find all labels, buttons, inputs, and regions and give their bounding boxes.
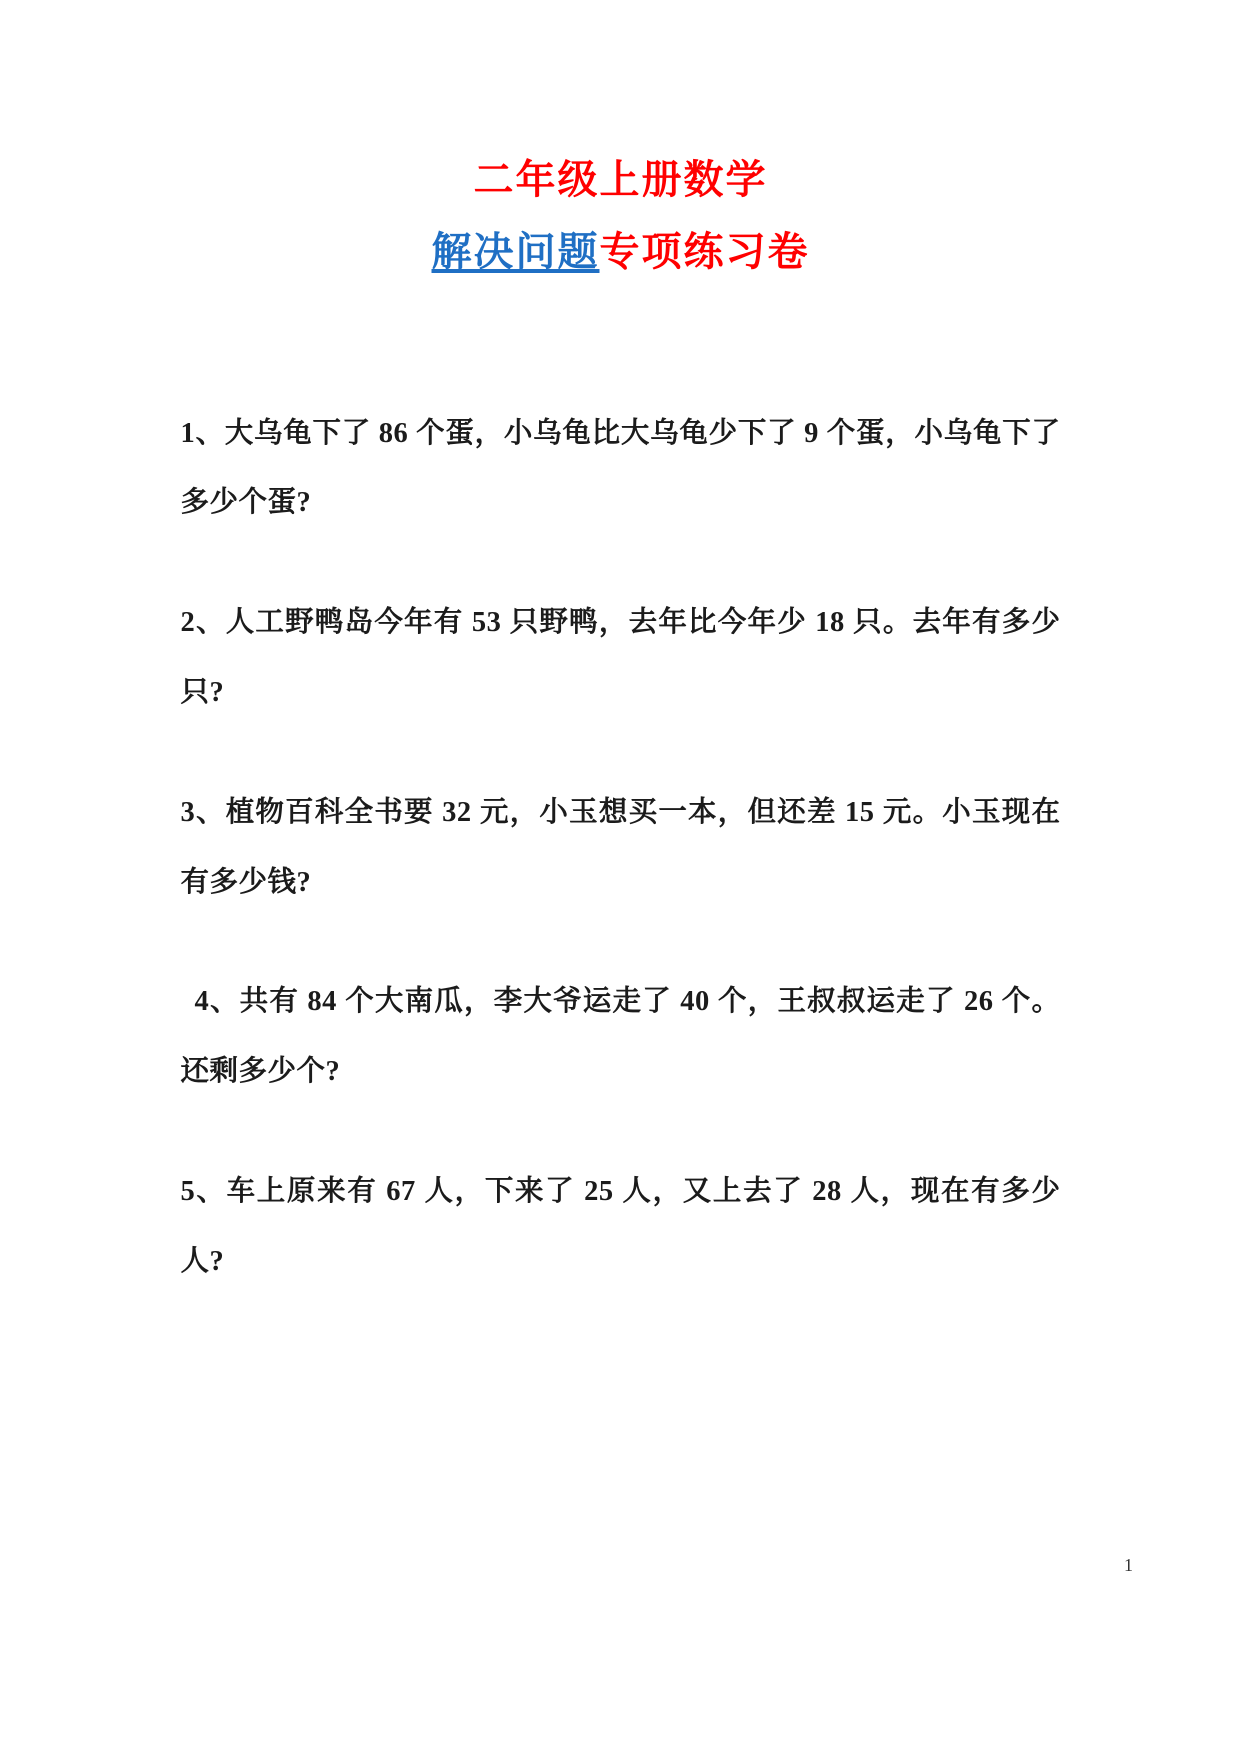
question-item: 3、植物百科全书要 32 元，小玉想买一本，但还差 15 元。小玉现在有多少钱?	[180, 796, 1061, 898]
question-item: 2、人工野鸭岛今年有 53 只野鸭，去年比今年少 18 只。去年有多少只?	[180, 607, 1061, 708]
page-number: 1	[1124, 1555, 1133, 1575]
question-item: 4、共有 84 个大南瓜，李大爷运走了 40 个，王叔叔运走了 26 个。还剩多少个?	[180, 986, 1061, 1088]
question-item: 1、大乌龟下了 86 个蛋，小乌龟比大乌龟少下了 9 个蛋，小乌龟下了多少个蛋?	[180, 417, 1061, 519]
question-item: 5、车上原来有 67 人，下来了 25 人，又上去了 28 人，现在有多少人?	[180, 1176, 1061, 1277]
page-title-line-1: 二年级上册数学	[473, 157, 768, 202]
page-title-suffix: 专项练习卷	[599, 229, 810, 274]
page-title-topic: 解决问题	[431, 229, 600, 274]
page-title-line-2	[0, 222, 1241, 282]
question-list	[181, 282, 1061, 1297]
document-title-block	[0, 0, 1241, 282]
